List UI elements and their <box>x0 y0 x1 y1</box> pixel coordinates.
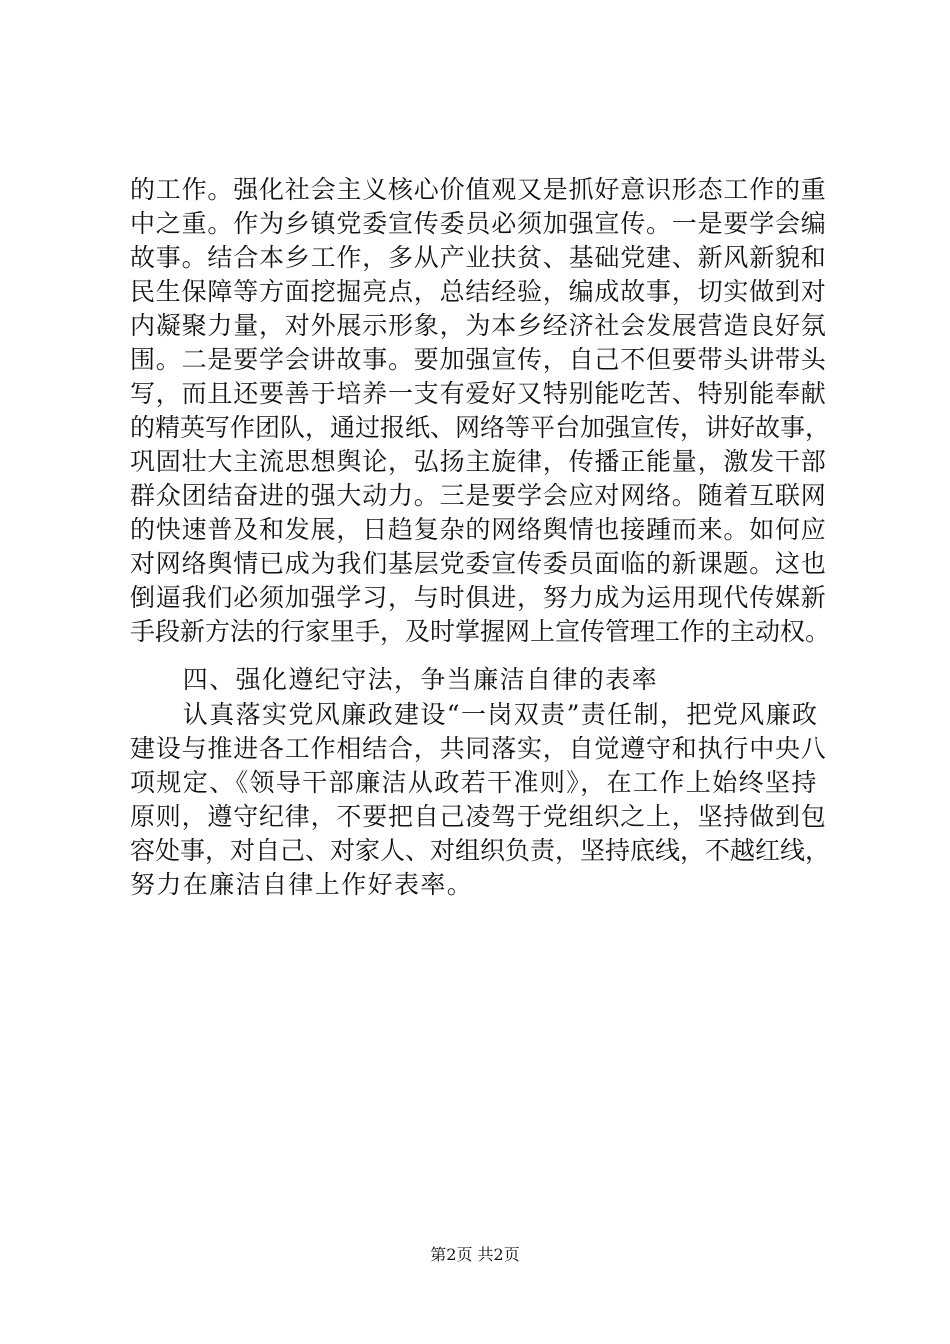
text-line: 努力在廉洁自律上作好表率。 <box>130 870 474 899</box>
text-line: 内凝聚力量，对外展示形象，为本乡经济社会发展营造良好氛 <box>130 311 827 340</box>
text-line: 的工作。强化社会主义核心价值观又是抓好意识形态工作的重 <box>130 175 827 204</box>
text-line: 原则，遵守纪律，不要把自己凌驾于党组织之上，坚持做到包 <box>130 802 827 831</box>
text-line: 项规定、《领导干部廉洁从政若干准则》，在工作上始终坚持 <box>130 768 818 797</box>
text-line: 认真落实党风廉政建设“一岗双责”责任制，把党风廉政 <box>130 700 819 729</box>
text-line: 倒逼我们必须加强学习，与时俱进，努力成为运用现代传媒新 <box>130 583 827 612</box>
text-line: 的快速普及和发展，日趋复杂的网络舆情也接踵而来。如何应 <box>130 515 827 544</box>
text-line: 故事。结合本乡工作，多从产业扶贫、基础党建、新风新貌和 <box>130 243 827 272</box>
text-line: 民生保障等方面挖掘亮点，总结经验，编成故事，切实做到对 <box>130 277 827 306</box>
text-line: 建设与推进各工作相结合，共同落实，自觉遵守和执行中央八 <box>130 734 827 763</box>
text-line: 对网络舆情已成为我们基层党委宣传委员面临的新课题。这也 <box>130 549 827 578</box>
text-line: 中之重。作为乡镇党委宣传委员必须加强宣传。一是要学会编 <box>130 209 827 238</box>
text-line: 手段新方法的行家里手，及时掌握网上宣传管理工作的主动权。 <box>130 617 831 646</box>
section-heading: 四、强化遵纪守法，争当廉洁自律的表率 <box>130 665 659 694</box>
text-line: 围。二是要学会讲故事。要加强宣传，自己不但要带头讲带头 <box>130 345 827 374</box>
text-line: 容处事，对自己、对家人、对组织负责，坚持底线，不越红线， <box>130 836 831 865</box>
text-line: 的精英写作团队，通过报纸、网络等平台加强宣传，讲好故事， <box>130 413 831 442</box>
page-number-footer: 第2页 共2页 <box>430 1245 520 1264</box>
text-line: 巩固壮大主流思想舆论，弘扬主旋律，传播正能量，激发干部 <box>130 447 827 476</box>
text-line: 群众团结奋进的强大动力。三是要学会应对网络。随着互联网 <box>130 481 827 510</box>
text-line: 写，而且还要善于培养一支有爱好又特别能吃苦、特别能奉献 <box>130 379 827 408</box>
